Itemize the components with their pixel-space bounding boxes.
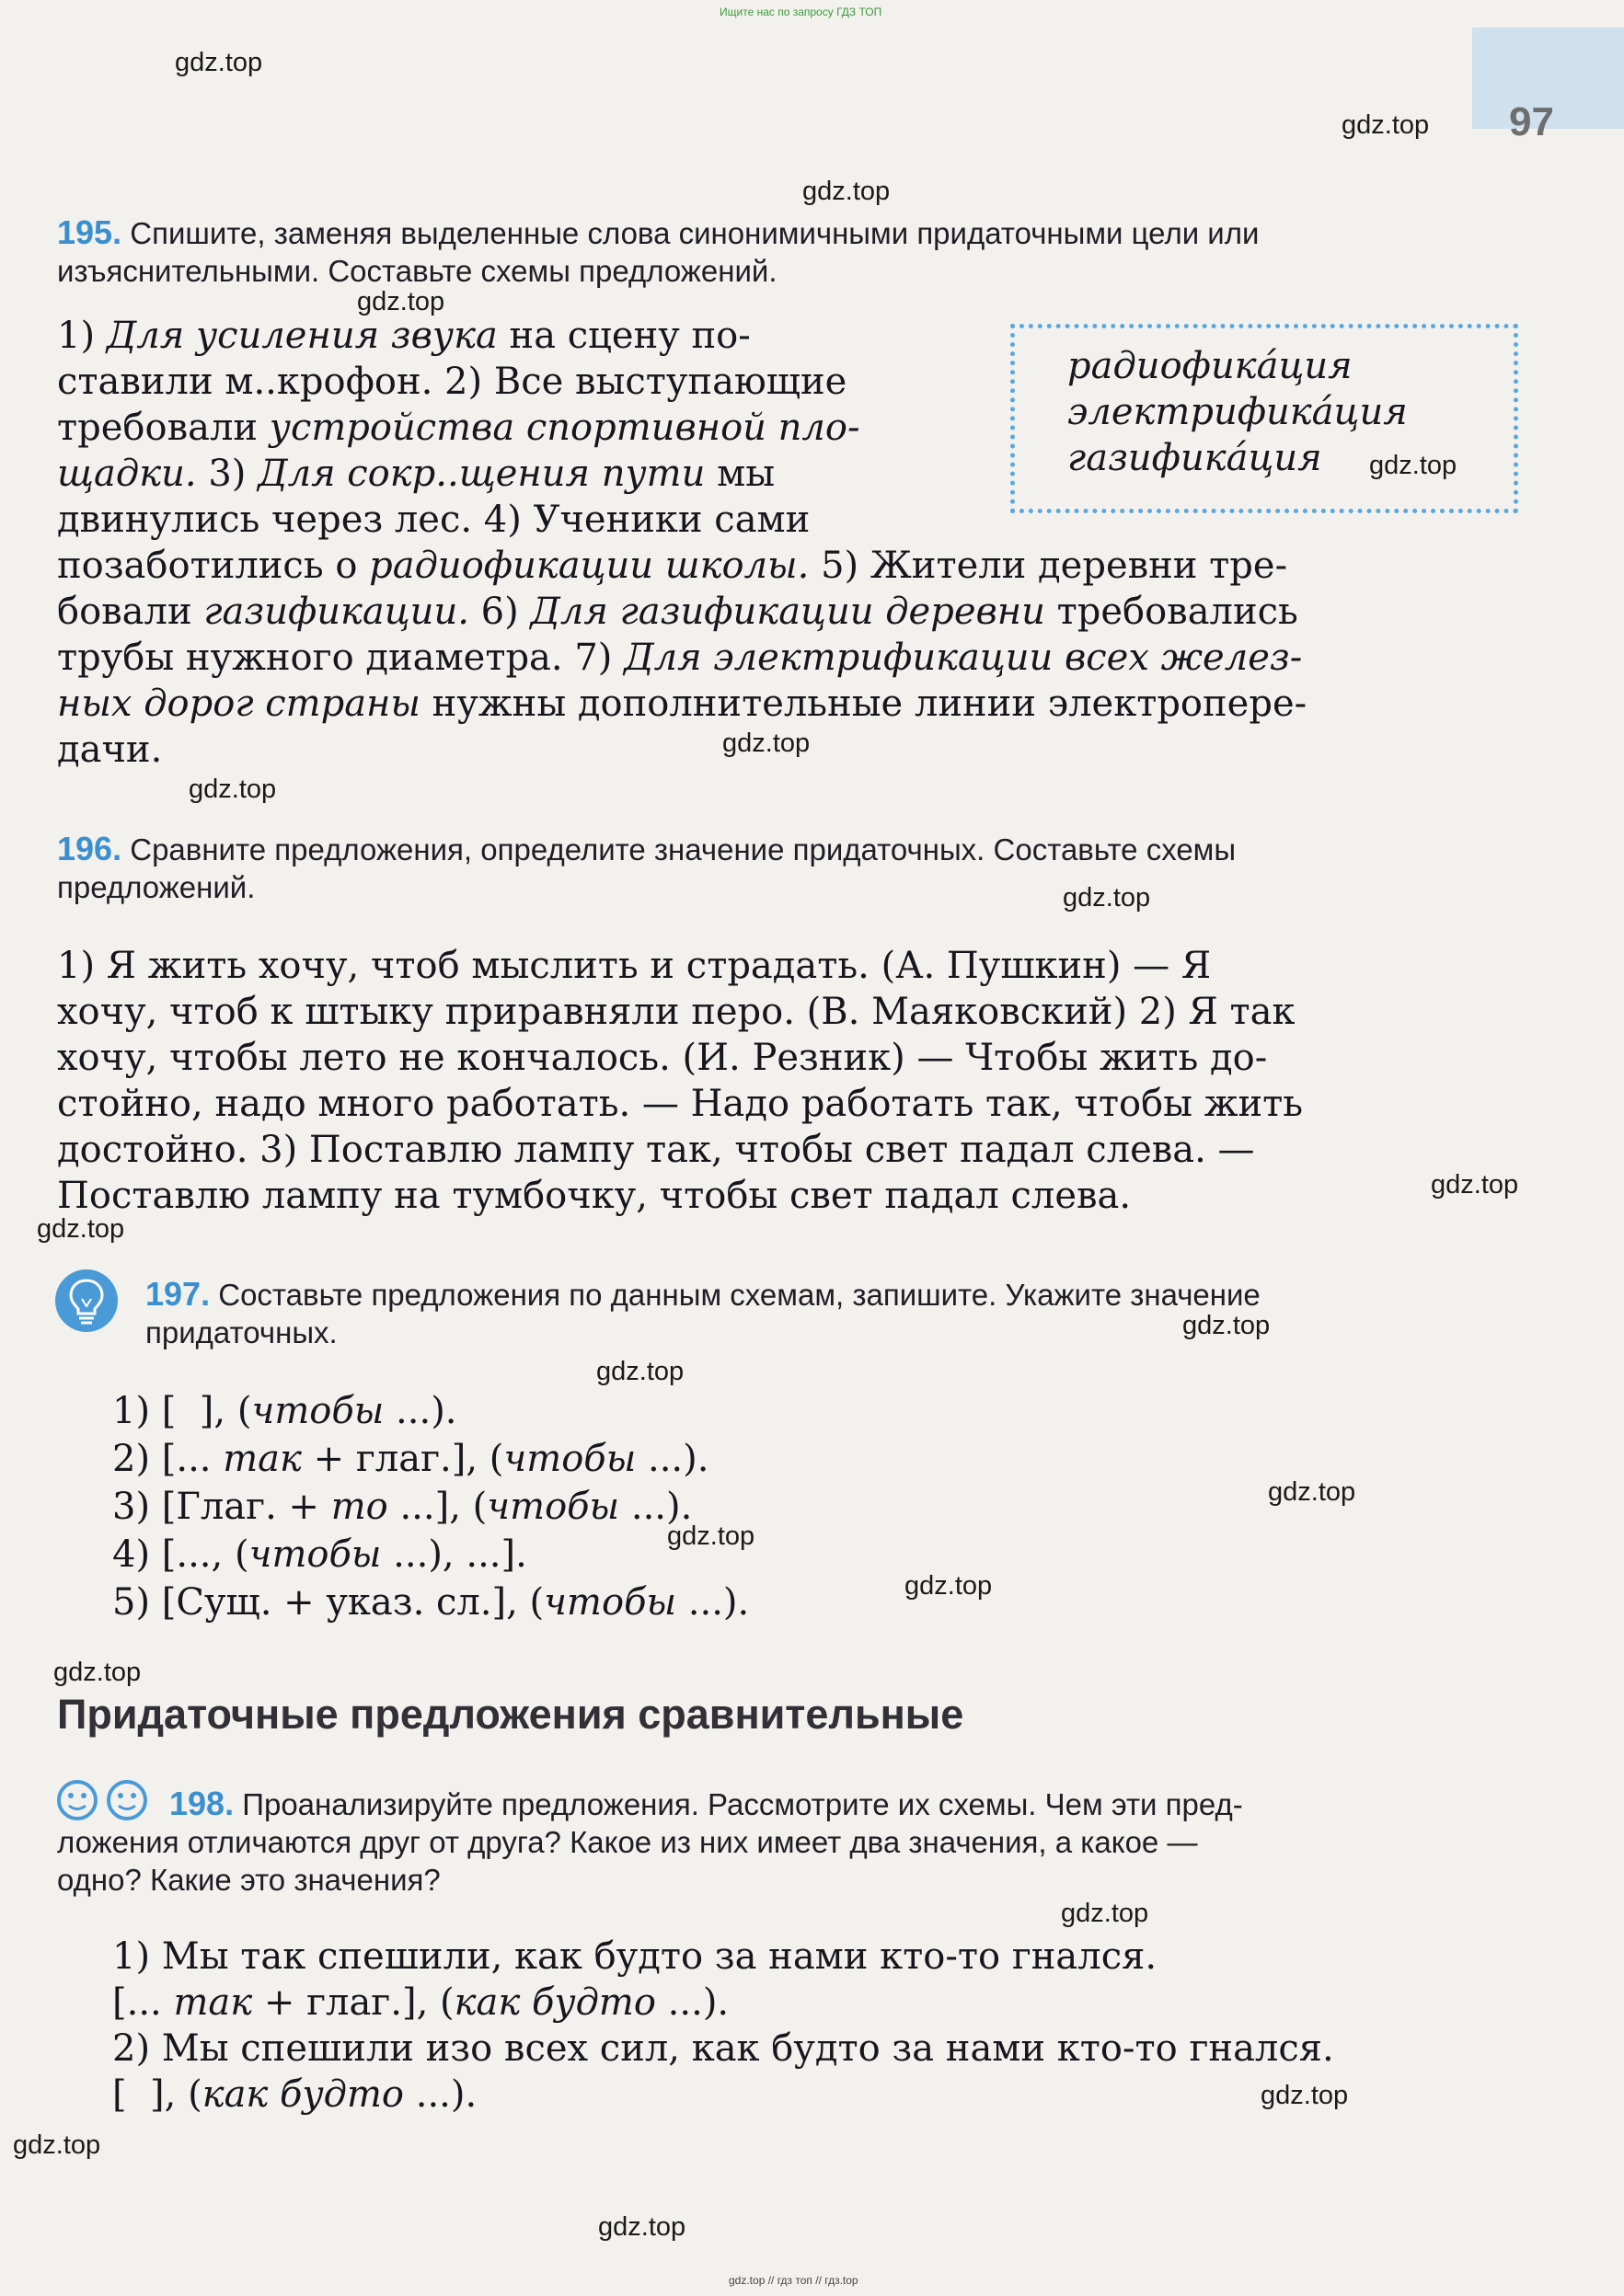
exercise-number: 195.: [57, 213, 122, 251]
text: 3) [Глаг. +: [112, 1486, 331, 1528]
text-line: [112, 1531, 1400, 1578]
text-line: хочу, чтоб к штыку приравняли перо. (В. Маяковский) 2) Я так: [57, 991, 1296, 1033]
text: + глаг.], (: [252, 1981, 455, 2024]
watermark: gdz.top: [596, 1357, 685, 1386]
task-text: придаточных.: [145, 1315, 338, 1349]
italic-text: устройства спортивной пло-: [269, 407, 860, 449]
text-line: [112, 1578, 1400, 1626]
text: + глаг.], (: [301, 1438, 504, 1480]
exercise-197-task: [145, 1275, 1526, 1351]
text: 6): [468, 591, 531, 633]
text: ...).: [619, 1486, 693, 1528]
watermark: gdz.top: [1369, 451, 1457, 480]
text: 2) [...: [112, 1438, 224, 1480]
task-text: ложения отличаются друг от друга? Какое из них имеет два значения, а какое —: [57, 1825, 1198, 1859]
text-line: [57, 451, 1529, 497]
text-line: [112, 2072, 1548, 2118]
task-text: предложений.: [57, 870, 256, 904]
box-word: электрифика́ция: [1067, 391, 1408, 433]
exercise-195-text: [57, 313, 1529, 773]
watermark: gdz.top: [53, 1658, 142, 1687]
watermark: gdz.top: [189, 775, 277, 804]
watermark: gdz.top: [357, 287, 445, 316]
text-line: [57, 313, 1529, 359]
watermark: gdz.top: [1342, 110, 1430, 140]
task-text: Спишите, заменяя выделенные слова синонимичными придаточными цели или: [130, 216, 1260, 250]
text: требовали: [57, 407, 270, 449]
text: 2) Мы спешили изо всех сил, как будто за нами кто-то гнался.: [112, 2027, 1334, 2070]
text-line: [112, 1934, 1548, 1980]
italic-text: Для усиления звука: [106, 315, 498, 357]
text: 4) [..., (: [112, 1533, 249, 1576]
watermark: gdz.top: [667, 1521, 755, 1551]
text: ставили м..крофон. 2) Все выступающие: [57, 361, 847, 403]
italic-text: Для электрификации всех желез-: [624, 637, 1303, 679]
italic-text: так: [173, 1981, 253, 2024]
italic-text: чтобы: [487, 1486, 620, 1528]
text: 5) Жители деревни тре-: [809, 545, 1288, 587]
italic-text: радиофикации школы.: [369, 545, 810, 587]
exercise-197-text: [112, 1387, 1400, 1626]
text: [ ], (: [112, 2073, 202, 2116]
text-line: [112, 1435, 1400, 1483]
watermark: gdz.top: [904, 1571, 993, 1601]
exercise-198-text: [112, 1934, 1548, 2118]
watermark: gdz.top: [37, 1214, 125, 1244]
watermark: gdz.top: [1268, 1477, 1356, 1507]
text-line: [57, 589, 1529, 635]
italic-text: как будто: [454, 1981, 656, 2024]
exercise-196-text: [57, 943, 1529, 1219]
text-line: [112, 1387, 1400, 1435]
text: [...: [112, 1981, 174, 2024]
watermark: gdz.top: [598, 2212, 686, 2242]
text-line: Поставлю лампу на тумбочку, чтобы свет падал слева.: [57, 1175, 1132, 1217]
watermark: gdz.top: [175, 48, 263, 77]
text-line: [57, 543, 1529, 589]
text-line: [57, 359, 1529, 405]
text: нужны дополнительные линии электропере-: [420, 683, 1307, 725]
task-text: Сравните предложения, определите значение придаточных. Составьте схемы: [130, 832, 1237, 867]
text-line: стойно, надо много работать. — Надо работать так, чтобы жить: [57, 1083, 1304, 1125]
bottom-banner: gdz.top // гдз топ // гдз.top: [729, 2274, 858, 2287]
text-line: [112, 1980, 1548, 2026]
watermark: gdz.top: [722, 729, 811, 758]
text: ...), ...].: [381, 1533, 527, 1576]
task-text: изъяснительными. Составьте схемы предложений.: [57, 254, 777, 288]
task-text: одно? Какие это значения?: [57, 1863, 441, 1897]
watermark: gdz.top: [1182, 1311, 1271, 1340]
italic-text: ных дорог страны: [57, 683, 420, 725]
exercise-196-task: [57, 830, 1529, 906]
text: 1) Мы так спешили, как будто за нами кто-то гнался.: [112, 1935, 1158, 1978]
text-line: [112, 1483, 1400, 1531]
top-banner: Ищите нас по запросу ГДЗ ТОП: [720, 6, 882, 18]
text-line: [112, 2026, 1548, 2072]
task-text: Составьте предложения по данным схемам, запишите. Укажите значение: [218, 1278, 1261, 1312]
text: 5) [Сущ. + указ. сл.], (: [112, 1581, 545, 1624]
text-line: [57, 727, 1529, 773]
watermark: gdz.top: [1063, 883, 1151, 913]
italic-text: как будто: [202, 2073, 405, 2116]
text: требовались: [1044, 591, 1298, 633]
text-line: [57, 681, 1529, 727]
text: ...).: [384, 1390, 457, 1432]
watermark: gdz.top: [802, 177, 891, 206]
watermark: gdz.top: [1431, 1170, 1519, 1200]
text-line: хочу, чтобы лето не кончалось. (И. Резник) — Чтобы жить до-: [57, 1037, 1268, 1079]
watermark: gdz.top: [1261, 2081, 1349, 2110]
italic-text: чтобы: [251, 1390, 385, 1432]
exercise-198-task: [57, 1785, 1529, 1899]
page-number: 97: [1509, 99, 1554, 144]
text: 3): [196, 453, 259, 495]
watermark: gdz.top: [13, 2130, 101, 2160]
text: трубы нужного диаметра. 7): [57, 637, 625, 679]
text-line: [57, 497, 1529, 543]
text: ...).: [676, 1581, 750, 1624]
exercise-number: 198.: [169, 1785, 235, 1822]
exercise-number: 196.: [57, 830, 122, 867]
text: ...], (: [387, 1486, 488, 1528]
text: ...).: [655, 1981, 730, 2024]
italic-text: газификации.: [203, 591, 469, 633]
text-line: 1) Я жить хочу, чтоб мыслить и страдать. (А. Пушкин) — Я: [57, 945, 1212, 987]
section-heading: Придаточные предложения сравнительные: [57, 1691, 964, 1738]
italic-text: чтобы: [544, 1581, 677, 1624]
italic-text: то: [330, 1486, 388, 1528]
text: 1): [57, 315, 107, 357]
italic-text: чтобы: [248, 1533, 382, 1576]
italic-text: так: [223, 1438, 302, 1480]
text: двинулись через лес. 4) Ученики сами: [57, 499, 811, 541]
text-line: [57, 635, 1529, 681]
text: на сцену по-: [497, 315, 751, 357]
text-line: [57, 405, 1529, 451]
box-word: радиофика́ция: [1067, 345, 1353, 387]
watermark: gdz.top: [1061, 1899, 1149, 1928]
text: ...).: [636, 1438, 709, 1480]
lightbulb-icon: [53, 1268, 120, 1334]
task-text: Проанализируйте предложения. Рассмотрите их схемы. Чем эти пред-: [242, 1787, 1243, 1821]
text: дачи.: [57, 729, 163, 771]
text: мы: [705, 453, 776, 495]
italic-text: чтобы: [503, 1438, 637, 1480]
exercise-number: 197.: [145, 1275, 211, 1313]
text-line: достойно. 3) Поставлю лампу так, чтобы свет падал слева. —: [57, 1129, 1255, 1171]
italic-text: щадки.: [57, 453, 197, 495]
text: бовали: [57, 591, 204, 633]
text: позаботились о: [57, 545, 370, 587]
exercise-195-task: [57, 213, 1529, 290]
italic-text: Для сокр..щения пути: [258, 453, 706, 495]
italic-text: Для газификации деревни: [530, 591, 1045, 633]
text: ...).: [404, 2073, 478, 2116]
box-word: газифика́ция: [1067, 437, 1322, 479]
text: 1) [ ], (: [112, 1390, 252, 1432]
